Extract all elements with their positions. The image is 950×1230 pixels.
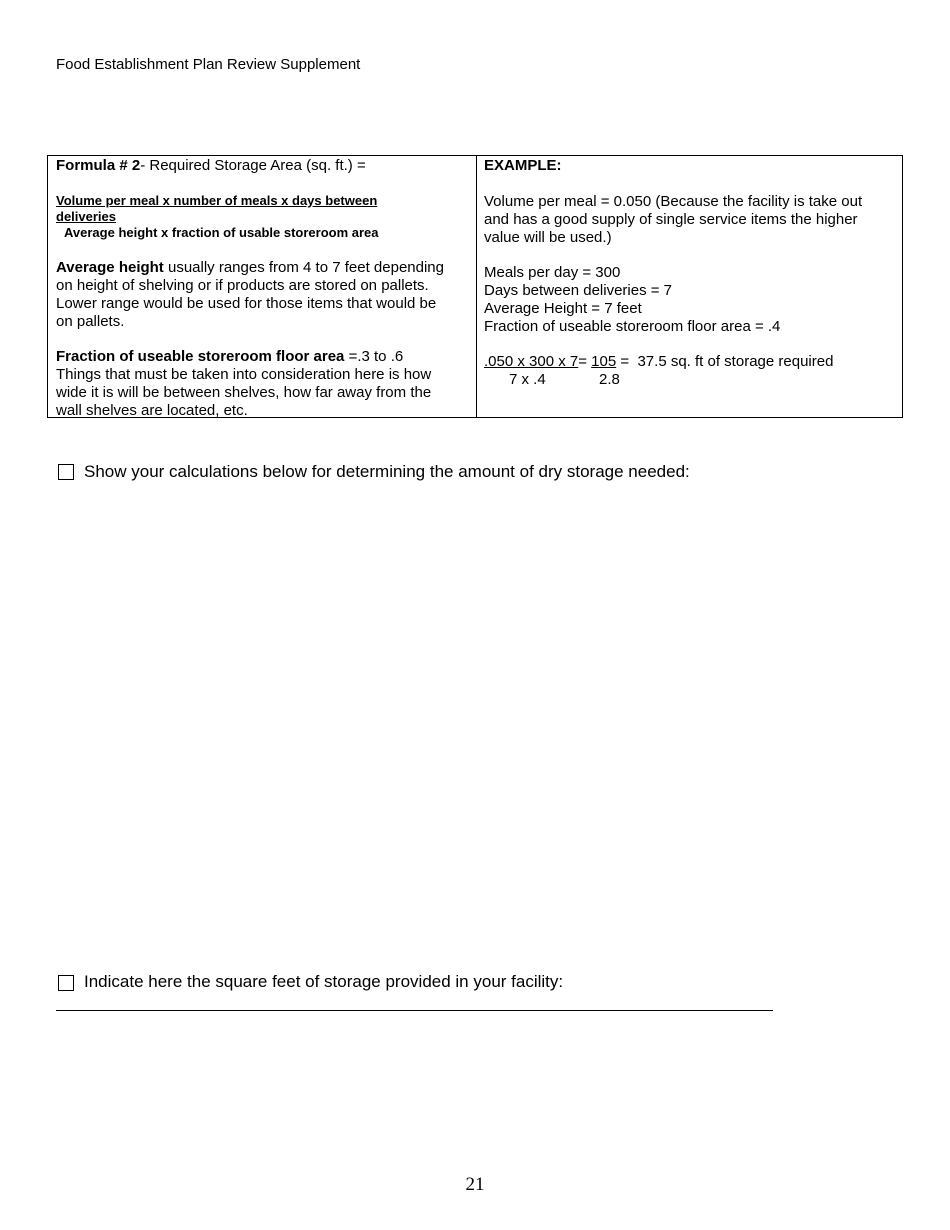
avg-height-text: usually ranges from 4 to 7 feet depending: [163, 259, 444, 276]
storage-answer-line[interactable]: [56, 1010, 773, 1011]
formula-numerator-line2: deliveries: [56, 209, 116, 224]
calc-numerator: .050 x 300 x 7: [484, 353, 579, 370]
table-divider: [476, 156, 477, 417]
example-avg-height: Average Height = 7 feet: [484, 300, 642, 317]
example-title: EXAMPLE:: [484, 157, 562, 174]
example-meals-per-day: Meals per day = 300: [484, 264, 621, 281]
formula-denominator: Average height x fraction of usable storeroom area: [64, 225, 379, 240]
example-days-between: Days between deliveries = 7: [484, 282, 673, 299]
calc-mid-numerator: 105: [591, 353, 617, 370]
calc-equals: =: [578, 353, 592, 370]
calc-result: = 37.5 sq. ft of storage required: [616, 353, 834, 370]
page-number: 21: [465, 1174, 485, 1195]
calc-question-label: Show your calculations below for determining the amount of dry storage needed:: [84, 462, 690, 481]
calc-denominator: 7 x .4: [509, 371, 546, 388]
fraction-line4: wall shelves are located, etc.: [56, 402, 248, 419]
storage-checkbox[interactable]: [58, 975, 74, 991]
formula-title: [56, 157, 366, 175]
fraction-line2: Things that must be taken into consideration here is how: [56, 366, 432, 383]
calc-mid-denominator: 2.8: [599, 371, 620, 388]
calc-checkbox[interactable]: [58, 464, 74, 480]
storage-question-label: Indicate here the square feet of storage provided in your facility:: [84, 972, 564, 991]
avg-height-line1: [56, 259, 444, 277]
example-volume-line1: Volume per meal = 0.050 (Because the facility is take out: [484, 193, 863, 210]
example-fraction: Fraction of useable storeroom floor area = .4: [484, 318, 781, 335]
avg-height-bold: Average height: [56, 259, 164, 276]
formula-table: [47, 155, 903, 418]
example-volume-line2: and has a good supply of single service items the higher: [484, 211, 858, 228]
avg-height-line4: on pallets.: [56, 313, 125, 330]
formula-title-bold: Formula # 2: [56, 157, 141, 174]
fraction-line1: [56, 348, 403, 366]
fraction-line3: wide it is will be between shelves, how far away from the: [56, 384, 432, 401]
page-header: Food Establishment Plan Review Supplement: [56, 56, 361, 73]
fraction-bold: Fraction of useable storeroom floor area: [56, 348, 345, 365]
example-volume-line3: value will be used.): [484, 229, 612, 246]
avg-height-line3: Lower range would be used for those items that would be: [56, 295, 437, 312]
formula-numerator-line1: Volume per meal x number of meals x days between: [56, 193, 378, 208]
example-calculation: [484, 353, 833, 371]
formula-title-rest: - Required Storage Area (sq. ft.) =: [140, 157, 366, 174]
fraction-rest: =.3 to .6: [344, 348, 404, 365]
avg-height-line2: on height of shelving or if products are stored on pallets.: [56, 277, 429, 294]
